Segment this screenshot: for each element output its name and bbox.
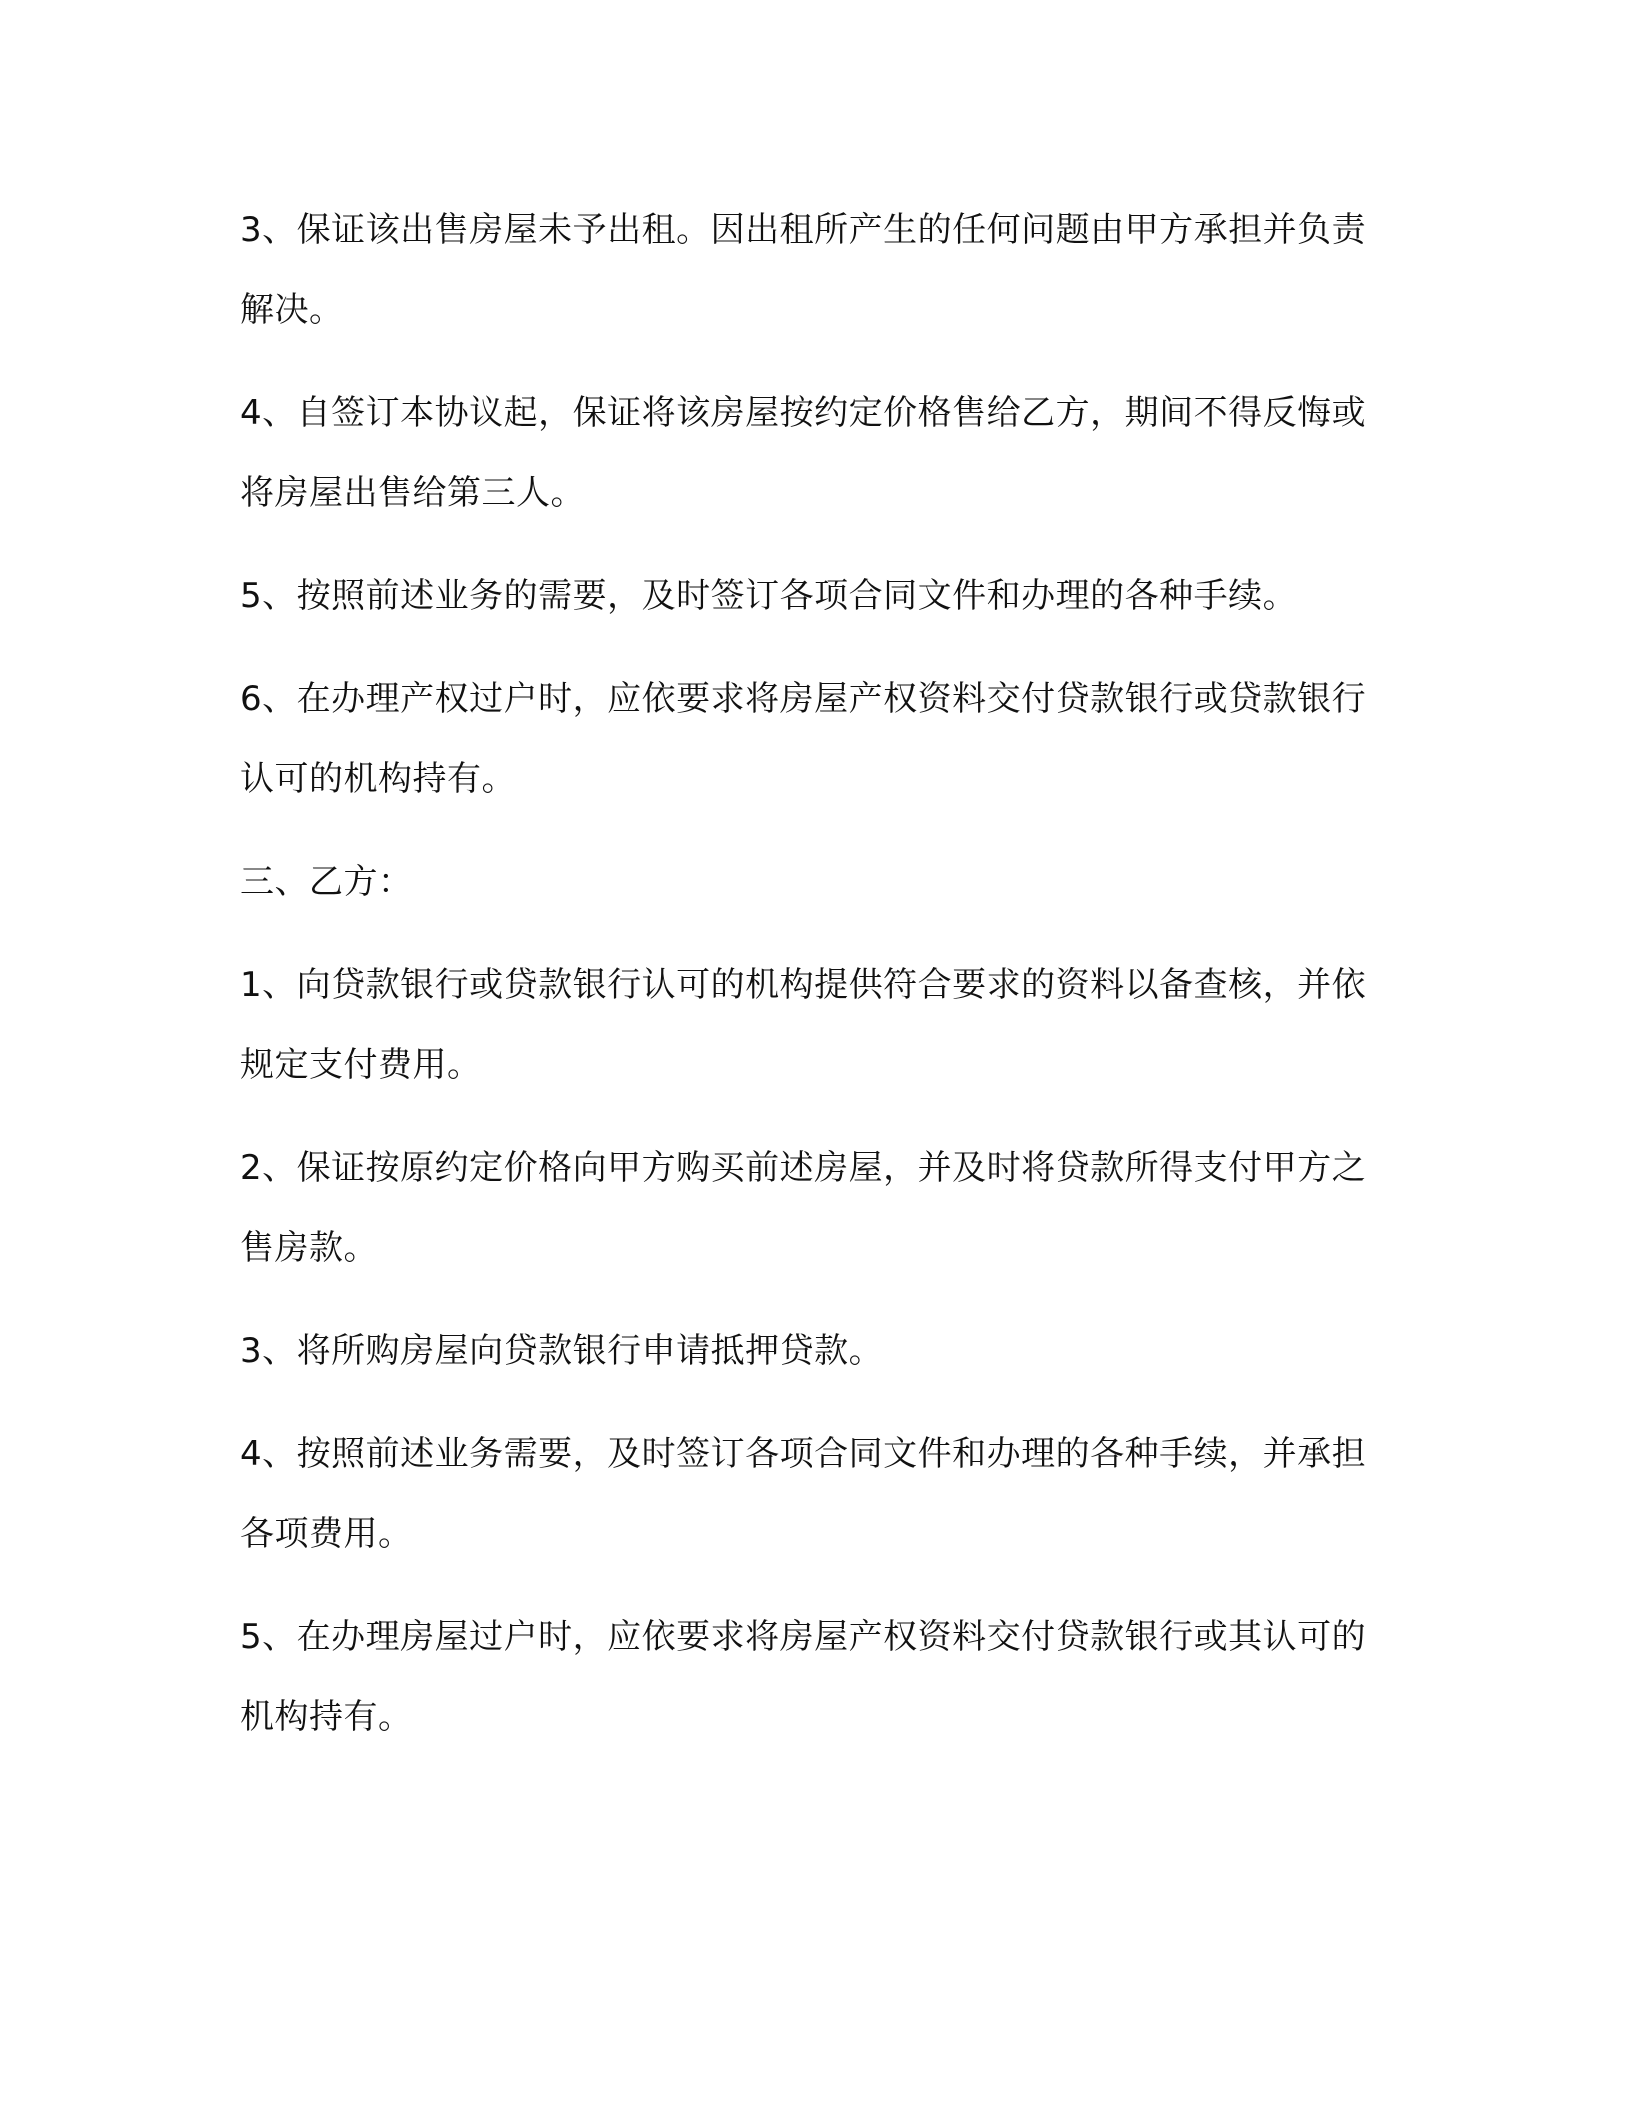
clause-a-5: 5、按照前述业务的需要，及时签订各项合同文件和办理的各种手续。 [240,576,1298,616]
document-body [240,190,1390,1780]
clause-a-4: 4、自签订本协议起，保证将该房屋按约定价格售给乙方，期间不得反悔或将房屋出售给第三人。 [240,393,1367,513]
section-heading-party-b: 三、乙方： [240,862,413,902]
clause-b-5: 5、在办理房屋过户时，应依要求将房屋产权资料交付贷款银行或其认可的机构持有。 [240,1617,1367,1737]
clause-b-2: 2、保证按原约定价格向甲方购买前述房屋，并及时将贷款所得支付甲方之售房款。 [240,1148,1367,1268]
clause-a-3: 3、保证该出售房屋未予出租。因出租所产生的任何问题由甲方承担并负责解决。 [240,210,1367,330]
clause-b-4: 4、按照前述业务需要，及时签订各项合同文件和办理的各种手续，并承担各项费用。 [240,1434,1367,1554]
clause-b-3: 3、将所购房屋向贷款银行申请抵押贷款。 [240,1331,884,1371]
clause-a-6: 6、在办理产权过户时，应依要求将房屋产权资料交付贷款银行或贷款银行认可的机构持有。 [240,679,1367,799]
clause-b-1: 1、向贷款银行或贷款银行认可的机构提供符合要求的资料以备查核，并依规定支付费用。 [240,965,1367,1085]
